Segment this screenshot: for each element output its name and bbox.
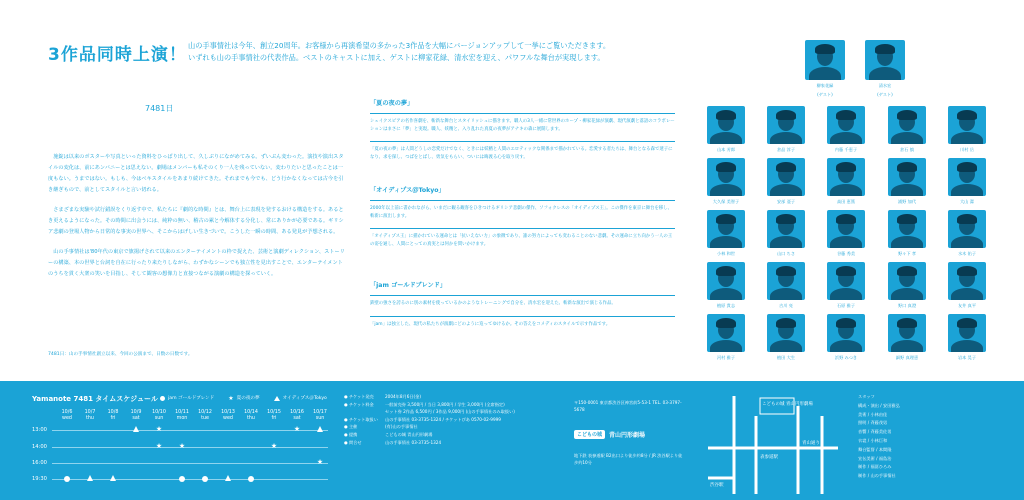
cast-card (888, 210, 926, 257)
cast-photo (827, 210, 865, 248)
photo-shoulders (770, 340, 802, 352)
play-title: 「jam ゴールドブレンド」 (370, 282, 447, 289)
cast-photo (948, 314, 986, 352)
photo-shoulders (951, 236, 983, 248)
schedule-title: Yamanote 7481 タイムスケジュール (32, 395, 158, 403)
photo-hair (776, 318, 796, 328)
photo-hair (836, 214, 856, 224)
schedule-day (309, 410, 331, 422)
staff-list (858, 402, 1018, 481)
photo-hair (716, 214, 736, 224)
venue-logo-mark: こどもの城 (574, 430, 605, 439)
map-label: 表参道駅 (760, 455, 778, 460)
cast-card (827, 210, 865, 257)
play-description: 鉄壁の強さを誇るのに別の素材を使っているかのようなトレーニングで自分を、清水宏を迎えた、斬新な演出で演じる作品。 (370, 301, 616, 306)
ticket-value: 一般前売券 3,500円 / 当日 3,800円 / 学生 3,000円 (全席指定) (385, 401, 505, 407)
photo-hair (957, 110, 977, 120)
schedule-legend (160, 395, 327, 401)
photo-hair (836, 266, 856, 276)
schedule-day (194, 410, 216, 422)
play-title: 「オイディプス＠Tokyo」 (370, 187, 445, 194)
cast-name: 川村 岳 (960, 147, 974, 152)
performance-circle-icon (179, 476, 185, 482)
cast-card (707, 106, 745, 153)
staff-line: 構成・演出 / 安田雅弘 (858, 402, 900, 408)
cast-name: 吉川 亮 (779, 303, 793, 308)
cast-photo (948, 210, 986, 248)
photo-shoulders (770, 236, 802, 248)
photo-hair (716, 266, 736, 276)
cast-card (888, 314, 926, 361)
ticket-row (344, 401, 559, 409)
photo-hair (897, 110, 917, 120)
guest-role: (ゲスト) (817, 92, 833, 97)
guest-photo (865, 40, 905, 80)
cast-photo (707, 106, 745, 144)
performance-triangle-icon (225, 475, 231, 481)
cast-name: 水木 佑子 (957, 251, 977, 256)
photo-shoulders (770, 132, 802, 144)
schedule-date: 10/17 (313, 410, 327, 415)
staff-credits (858, 393, 1018, 481)
staff-line: 制作 / 山の手事情社 (858, 473, 896, 479)
cast-photo (888, 262, 926, 300)
cast-card (767, 210, 805, 257)
guest-name: 柳家花緑 (816, 83, 834, 88)
schedule-weekday: sun (315, 416, 325, 421)
photo-shoulders (830, 236, 862, 248)
cast-card (767, 262, 805, 309)
schedule-date: 10/12 (198, 410, 212, 415)
cast-name: 安部 亜子 (776, 199, 796, 204)
schedule-date: 10/9 (130, 410, 142, 415)
cast-photo (948, 262, 986, 300)
lead-line: いずれも山の手事情社の代表作品。ベストのキャストに加え、ゲストに柳家花緑、清水宏を迎え、パワフルな舞台が実現します。 (188, 53, 605, 62)
schedule-date: 10/10 (152, 410, 166, 415)
schedule-date: 10/6 (61, 410, 73, 415)
play-section-midsummer (370, 98, 675, 169)
photo-hair (776, 110, 796, 120)
schedule-date: 10/11 (175, 410, 189, 415)
performance-star-icon: ★ (270, 442, 278, 450)
ticket-value: セット券 2作品 6,500円 / 3作品 9,000円 (山の手事情社のみ取扱い) (385, 409, 515, 415)
photo-hair (897, 214, 917, 224)
cast-photo (888, 210, 926, 248)
ticket-row (344, 416, 559, 424)
cast-name: 倉品 淳子 (776, 147, 796, 152)
cast-card (707, 314, 745, 361)
schedule-day (217, 410, 239, 422)
ticket-value: (有)山の手事情社 (385, 424, 418, 430)
cast-name: 小林 和世 (716, 251, 736, 256)
venue-address: 〒150-0001 東京都渋谷区神宮前5-53-1 TEL. 03-3797-5678 (574, 400, 682, 412)
schedule-weekday: wed (223, 416, 233, 421)
play-title: 「夏の夜の夢」 (370, 100, 414, 107)
photo-shoulders (830, 132, 862, 144)
venue-logo (574, 430, 645, 439)
photo-hair (716, 162, 736, 172)
schedule-day (171, 410, 193, 422)
cast-card (948, 106, 986, 153)
staff-line: 美術 / 小林由佳 (858, 411, 888, 417)
play-section-jam (370, 280, 675, 336)
schedule-weekday: thu (86, 416, 94, 421)
page-headline: 3作品同時上演！ (48, 45, 187, 65)
divider (370, 228, 675, 229)
photo-shoulders (951, 288, 983, 300)
cast-name: 浜野 みつき (834, 355, 858, 360)
play-description: 「オイディプス王」に描かれている運命とは「抗いえない力」の象徴であり、誰の努力によっても変わることのない悲劇。その運命に立ち向かう一人の王の姿を通し、人間にとっての真実とは何かを問いかけます。 (370, 234, 673, 247)
photo-shoulders (710, 288, 742, 300)
cast-photo (707, 158, 745, 196)
photo-shoulders (891, 132, 923, 144)
schedule-day (263, 410, 285, 422)
photo-hair (776, 266, 796, 276)
cast-card (827, 314, 865, 361)
ticket-value: こどもの城 青山円形劇場 (385, 431, 433, 437)
ticket-key: ● チケット取扱い (344, 416, 378, 422)
cast-photo (827, 314, 865, 352)
photo-hair (957, 162, 977, 172)
essay-paragraph: さまざまな実験や試行錯誤をくり返す中で、私たちに『劇的な時間』とは、舞台上に表現を発するおける構造をする。あるとき更えるようになった。その時間に出会うには、純粋の無い、稽古の累と今解体する分化し、常にありかが必要である。ギリシア悲劇の登場人物から日常的な事実の世界へ、そこからはげしい生きづいで。こうした一瞬の時間、ある発見が予想される。 (48, 207, 344, 235)
photo-hair (957, 266, 977, 276)
lead-text (188, 40, 648, 64)
ticket-row (344, 439, 559, 447)
venue-name: 青山円形劇場 (609, 432, 646, 439)
legend-label: jam ゴールドブレンド (168, 396, 215, 401)
schedule-day (79, 410, 101, 422)
essay-paragraph: 山の手事情社は'80年代の東京で旗揚げされて以来のエンターテイメントの枠で捉えた、芸術と演劇ディレクション、ストーリーの構築、本の世界と台詞を自在に行ったり来たりしながら、わずかなシーンでも独立性を見出すことで、エンターテイメントのうちを貫く大衆の笑いを目指し、そして観客の想像力と直接つながる演劇の構造を探っていく。 (48, 249, 345, 277)
photo-hair (897, 266, 917, 276)
schedule-time: 14:00 (32, 444, 47, 450)
performance-triangle-icon (317, 426, 323, 432)
map-label: こどもの城 青山円形劇場 (762, 402, 813, 407)
cast-name: 大久保 美智子 (712, 199, 740, 204)
cast-card (888, 262, 926, 309)
legend-item (160, 395, 214, 401)
divider (370, 295, 675, 296)
staff-line: 照明 / 斉藤茂男 (858, 420, 888, 426)
cast-name: 河村 雅子 (716, 355, 736, 360)
ticket-key: ● 問合せ (344, 439, 362, 445)
ticket-key: ● 提携 (344, 431, 358, 437)
cast-photo (888, 106, 926, 144)
schedule-time: 13:00 (32, 427, 47, 433)
photo-shoulders (951, 340, 983, 352)
circle-icon (160, 396, 165, 401)
cast-card (767, 314, 805, 361)
ticket-key: ● チケット発売 (344, 394, 374, 399)
legend-item (228, 395, 259, 401)
cast-name: 倉石 慎 (900, 147, 914, 152)
cast-photo (767, 262, 805, 300)
schedule-weekday: sat (293, 416, 301, 421)
essay-body (48, 152, 348, 289)
cast-name: 大山 潔 (960, 199, 974, 204)
ticket-value: 山の手事情社 03-3735-1324 / チケットぴあ 0570-02-9999 (385, 416, 501, 422)
divider (370, 141, 675, 142)
schedule-day (148, 410, 170, 422)
photo-shoulders (891, 340, 923, 352)
ticket-info (344, 393, 559, 446)
cast-name: 内藤 千恵子 (834, 147, 858, 152)
photo-shoulders (710, 340, 742, 352)
ticket-value: 山の手事情社 03-3735-1324 (385, 439, 442, 445)
performance-triangle-icon (110, 475, 116, 481)
schedule-date: 10/16 (290, 410, 304, 415)
ticket-row (344, 423, 559, 431)
schedule-weekday: thu (247, 416, 255, 421)
divider (370, 113, 675, 114)
cast-card (827, 158, 865, 205)
performance-star-icon: ★ (316, 458, 324, 466)
ticket-row (344, 408, 559, 416)
photo-hair (897, 162, 917, 172)
schedule-day (56, 410, 78, 422)
schedule-date: 10/8 (107, 410, 119, 415)
photo-hair (836, 110, 856, 120)
play-description: 「夏の夜の夢」は人間どうしの恋愛だけでなく、ときには妖精と人間のエロティックな関係まで描かれている。恋愛する者たちは、舞台となる森で迷子になり、求を探し、つばをとばし、勇気をもらい、ついには晦渡る心を取り戻す。 (370, 147, 673, 160)
cast-name: 山本 芳郎 (716, 147, 736, 152)
photo-shoulders (891, 288, 923, 300)
photo-hair (957, 214, 977, 224)
schedule-weekday: mon (176, 416, 188, 421)
performance-star-icon: ★ (178, 442, 186, 450)
cast-photo (707, 262, 745, 300)
cast-card (948, 314, 986, 361)
cast-name: 浦野 加代 (897, 199, 917, 204)
schedule-row-line (52, 463, 328, 464)
venue-map (698, 386, 846, 496)
essay-footnote: 7481日：山の手事情社創立以来、今回の公演まで、日数の日数です。 (48, 352, 193, 357)
photo-shoulders (830, 288, 862, 300)
guest-role: (ゲスト) (877, 92, 893, 97)
play-section-oedipus (370, 185, 675, 256)
photo-hair (716, 110, 736, 120)
performance-circle-icon (248, 476, 254, 482)
photo-hair (836, 318, 856, 328)
schedule-day (102, 410, 124, 422)
cast-photo (948, 158, 986, 196)
photo-shoulders (710, 132, 742, 144)
schedule-weekday: fri (110, 416, 116, 421)
cast-card (767, 106, 805, 153)
map-label: 青山通り (802, 441, 820, 446)
cast-card (948, 210, 986, 257)
photo-hair (957, 318, 977, 328)
cast-name: 野々下 孝 (897, 251, 917, 256)
guest-card (865, 40, 905, 98)
photo-shoulders (710, 184, 742, 196)
schedule-weekday: sun (154, 416, 164, 421)
cast-photo (827, 158, 865, 196)
cast-card (827, 106, 865, 153)
legend-label: オイディプス＠Tokyo (282, 396, 327, 401)
photo-shoulders (770, 288, 802, 300)
performance-star-icon: ★ (155, 425, 163, 433)
cast-name: 岩本 晃子 (957, 355, 977, 360)
guest-name: 清水宏 (878, 83, 892, 88)
schedule-weekday: sat (132, 416, 140, 421)
schedule-row-line (52, 430, 328, 431)
triangle-icon (274, 396, 280, 401)
play-description: 「jam」は独立した、現代の私たちが演劇にどのように迫ってゆけるか。その答えをコメディのスタイルで示す作品です。 (370, 321, 611, 327)
cast-name: 友井 真平 (957, 303, 977, 308)
photo-shoulders (830, 340, 862, 352)
photo-hair (776, 162, 796, 172)
venue-address-block (574, 400, 684, 413)
guest-photo (805, 40, 845, 80)
cast-photo (888, 314, 926, 352)
cast-name: 石原 雅子 (836, 303, 856, 308)
performance-triangle-icon (133, 426, 139, 432)
photo-shoulders (951, 132, 983, 144)
cast-name: 山口 ちさ (776, 251, 796, 256)
play-description: シェイクスピアの名作喜劇を、斬新な舞台とスタイリッシュに描きます。職人の3人一緒に常世界のホープ・柳家花緑が演劇、現代演劇と落語のコラボレーションはまさに「夢」と実現。職人、妖精と、入り乱れた真夏の夜夢がアナキの森に展開します。 (370, 119, 675, 132)
staff-line: 宣伝美術 / 福島治 (858, 455, 892, 461)
schedule-date: 10/7 (84, 410, 96, 415)
performance-triangle-icon (87, 475, 93, 481)
cast-name: 植原 貴志 (716, 303, 736, 308)
lead-line: 山の手事情社は今年、創立20周年。お客様から再演希望の多かった3作品を大幅にバージョンアップして一挙にご覧いただきます。 (188, 41, 611, 50)
performance-star-icon: ★ (293, 425, 301, 433)
staff-line: 衣裳 / 小林巨和 (858, 437, 888, 443)
cast-photo (767, 314, 805, 352)
cast-name: 野口 真澄 (897, 303, 917, 308)
cast-photo (767, 210, 805, 248)
schedule-date: 10/14 (244, 410, 258, 415)
cast-photo (888, 158, 926, 196)
map-label: 渋谷駅 (710, 483, 724, 488)
schedule-day (286, 410, 308, 422)
ticket-row (344, 393, 559, 401)
cast-card (707, 158, 745, 205)
cast-photo (707, 314, 745, 352)
photo-hair (897, 318, 917, 328)
cast-name: 高田 恵篤 (836, 199, 856, 204)
cast-photo (707, 210, 745, 248)
photo-hair (716, 318, 736, 328)
cast-name: 植田 大生 (776, 355, 796, 360)
cast-name: 谷藤 秀美 (836, 251, 856, 256)
photo-shoulders (891, 184, 923, 196)
divider (370, 200, 675, 201)
schedule-date: 10/15 (267, 410, 281, 415)
schedule-day (125, 410, 147, 422)
schedule-time: 19:30 (32, 476, 47, 482)
photo-shoulders (830, 184, 862, 196)
star-icon: ★ (228, 394, 234, 402)
divider (370, 316, 675, 317)
schedule-weekday: tue (201, 416, 209, 421)
schedule-day (240, 410, 262, 422)
cast-card (707, 210, 745, 257)
guest-card (805, 40, 845, 98)
date-code-heading: 7481日 (145, 104, 174, 113)
schedule-weekday: fri (271, 416, 277, 421)
performance-star-icon: ★ (155, 442, 163, 450)
cast-photo (767, 158, 805, 196)
essay-paragraph: 施錠は以来のボスターや写真といった資料をひっぱり出して、久しぶりにながめてみる。ずいぶん変わった。演技や演出スタイルの変化は、前にあンバニーとは思えない。劇場はメンバーも私そのくり一人を残っていない。変わりたいと思ったことは一度もない。うまではない。もしも、今はベキスタイルをあまり続けてきた。それまでも今でも、どう行かなくなっては古今を引き継ぎもので、前としてスタイルと言い切れる。 (48, 154, 344, 193)
cast-card (707, 262, 745, 309)
cast-photo (827, 262, 865, 300)
schedule-date: 10/13 (221, 410, 235, 415)
ticket-key: ● 主催 (344, 424, 358, 430)
photo-shoulders (770, 184, 802, 196)
schedule-row-line (52, 447, 328, 448)
cast-card (827, 262, 865, 309)
cast-photo (767, 106, 805, 144)
cast-card (948, 158, 986, 205)
cast-card (767, 158, 805, 205)
photo-shoulders (891, 236, 923, 248)
photo-shoulders (710, 236, 742, 248)
cast-card (948, 262, 986, 309)
ticket-row (344, 431, 559, 439)
staff-line: 舞台監督 / 本間隆 (858, 446, 892, 452)
cast-photo (827, 106, 865, 144)
schedule-weekday: wed (62, 416, 72, 421)
ticket-key: ● チケット料金 (344, 401, 374, 407)
photo-shoulders (951, 184, 983, 196)
staff-line: 音響 / 斉藤美佐男 (858, 429, 892, 435)
schedule-time: 16:00 (32, 460, 47, 466)
cast-photo (948, 106, 986, 144)
staff-title: スタッフ (858, 394, 875, 399)
photo-hair (836, 162, 856, 172)
legend-item (274, 395, 327, 401)
cast-card (888, 106, 926, 153)
performance-circle-icon (202, 476, 208, 482)
cast-card (888, 158, 926, 205)
ticket-value: 2004年8月6日(金) (385, 394, 422, 399)
cast-name: 細野 真理恵 (895, 355, 919, 360)
venue-access: 地下鉄 表参道駅 B2出口より徒歩約8分 / JR 渋谷駅より徒歩約10分 (574, 453, 683, 465)
play-description: 2000年以上前に書かれながら、いまだに観る観客をひきつけるギリシア悲劇の傑作、ソフォクレスの「オイディプス王」。この傑作を東京に舞台を移し、斬新に演出します。 (370, 206, 673, 219)
schedule-row-line (52, 479, 328, 480)
ticket-key (344, 408, 380, 416)
legend-label: 夏の夜の夢 (236, 396, 260, 401)
photo-hair (776, 214, 796, 224)
staff-line: 制作 / 福冨ひろみ (858, 464, 892, 470)
performance-circle-icon (64, 476, 70, 482)
